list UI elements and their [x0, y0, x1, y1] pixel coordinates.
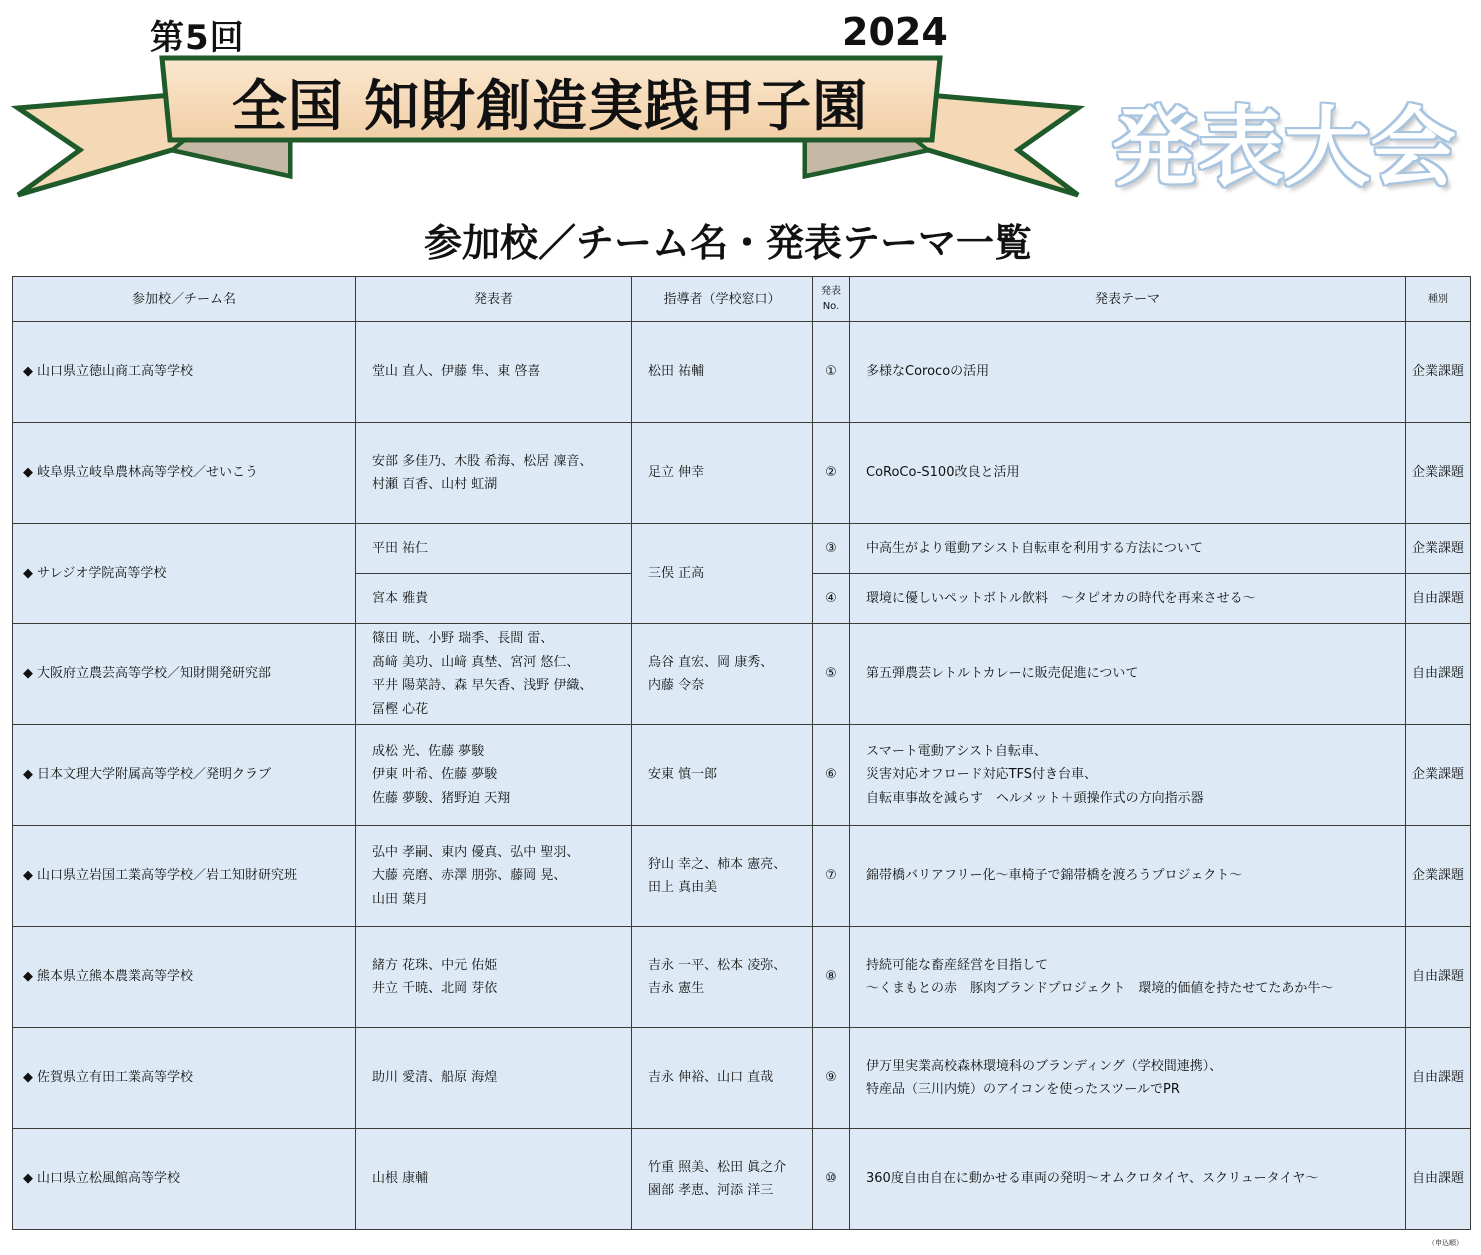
theme-cell: [850, 322, 1406, 423]
col-header-kind: 種別: [1406, 277, 1471, 322]
theme-cell: [850, 524, 1406, 574]
presenters-cell: [356, 624, 632, 725]
presenters-cell: [356, 1129, 632, 1230]
school-cell: [13, 725, 356, 826]
theme-cell: [850, 1129, 1406, 1230]
event-label: 発表大会: [1112, 98, 1456, 198]
advisor-line: 竹重 照美、松田 眞之介: [648, 1159, 787, 1175]
advisor-line: 吉永 一平、松本 凌弥、: [648, 957, 787, 973]
kind-cell: 自由課題: [1406, 1129, 1471, 1230]
presenter-line: 髙﨑 美功、山﨑 真埜、宮河 悠仁、: [372, 654, 580, 670]
presenter-line: 村瀬 百香、山村 虹湖: [372, 477, 498, 492]
presentation-number: ④: [813, 574, 850, 624]
school-name: 山口県立松風館高等学校: [37, 1171, 181, 1187]
school-cell: [13, 826, 356, 927]
theme-line: 持続可能な畜産経営を目指して: [866, 957, 1049, 973]
presentation-number: ①: [813, 322, 850, 423]
diamond-bullet-icon: ◆: [23, 767, 33, 783]
presenter-line: 成松 光、佐藤 夢駿: [372, 743, 485, 759]
table-body: [13, 322, 1471, 1230]
advisor-cell: [632, 322, 813, 423]
kind-cell: 自由課題: [1406, 624, 1471, 725]
presenters-cell: [356, 574, 632, 624]
presenters-cell: [356, 524, 632, 574]
advisor-cell: [632, 927, 813, 1028]
school-cell: [13, 423, 356, 524]
advisor-line: 園部 孝恵、河添 洋三: [648, 1183, 774, 1198]
school-name: 日本文理大学附属高等学校／発明クラブ: [37, 767, 272, 783]
col-header-no-line1: 発表: [821, 286, 841, 297]
school-cell: [13, 624, 356, 725]
school-cell: [13, 1028, 356, 1129]
theme-cell: [850, 927, 1406, 1028]
col-header-no: [813, 277, 850, 322]
presenters-cell: [356, 725, 632, 826]
year-label: 2024: [842, 10, 948, 54]
advisor-line: 狩山 幸之、柿本 憲亮、: [648, 856, 787, 872]
kind-cell: 企業課題: [1406, 423, 1471, 524]
theme-cell: [850, 1028, 1406, 1129]
presenter-line: 緒方 花珠、中元 佑姫: [372, 957, 498, 973]
theme-line: 360度自由自在に動かせる車両の発明～オムクロタイヤ、スクリュータイヤ～: [866, 1171, 1319, 1187]
presentation-number: ⑦: [813, 826, 850, 927]
presenters-cell: [356, 927, 632, 1028]
school-cell: [13, 524, 356, 624]
advisor-line: 烏谷 直宏、岡 康秀、: [648, 654, 774, 670]
kind-cell: 自由課題: [1406, 1028, 1471, 1129]
advisor-cell: [632, 1028, 813, 1129]
presentation-number: ⑧: [813, 927, 850, 1028]
presenter-line: 安部 多佳乃、木股 希海、松居 凜音、: [372, 453, 593, 469]
presenter-line: 平田 祐仁: [372, 540, 429, 556]
kind-cell: 企業課題: [1406, 322, 1471, 423]
table-row: [13, 927, 1471, 1028]
presenter-line: 井立 千暁、北岡 芽依: [372, 981, 498, 996]
participants-table: [12, 276, 1471, 1230]
theme-line: 多様なCorocoの活用: [866, 364, 990, 380]
advisor-cell: [632, 624, 813, 725]
table-row: [13, 1129, 1471, 1230]
diamond-bullet-icon: ◆: [23, 1070, 33, 1086]
col-header-presenters: 発表者: [356, 277, 632, 322]
theme-line: 特産品（三川内焼）のアイコンを使ったスツールでPR: [866, 1082, 1180, 1097]
advisor-line: 安東 慎一郎: [648, 767, 718, 783]
title-banner: [0, 0, 1100, 210]
advisor-line: 田上 真由美: [648, 880, 718, 895]
school-name: 大阪府立農芸高等学校／知財開発研究部: [37, 666, 272, 682]
advisor-cell: [632, 1129, 813, 1230]
advisor-cell: [632, 826, 813, 927]
theme-line: 中高生がより電動アシスト自転車を利用する方法について: [866, 540, 1203, 556]
advisor-line: 松田 祐輔: [648, 364, 705, 380]
presenter-line: 宮本 雅貴: [372, 590, 429, 606]
theme-cell: [850, 574, 1406, 624]
presenters-cell: [356, 1028, 632, 1129]
col-header-advisor: 指導者（学校窓口）: [632, 277, 813, 322]
kind-cell: 自由課題: [1406, 927, 1471, 1028]
theme-cell: [850, 423, 1406, 524]
presenter-line: 山田 葉月: [372, 891, 429, 907]
presenter-line: 大藤 亮磨、赤澤 朋弥、藤岡 晃、: [372, 868, 567, 884]
theme-line: 第五弾農芸レトルトカレーに販売促進について: [866, 666, 1139, 682]
kind-cell: 企業課題: [1406, 725, 1471, 826]
presenter-line: 篠田 晄、小野 瑞季、長間 雷、: [372, 631, 554, 646]
presenters-cell: [356, 826, 632, 927]
school-name: 山口県立徳山商工高等学校: [37, 364, 194, 380]
presentation-number: ⑩: [813, 1129, 850, 1230]
diamond-bullet-icon: ◆: [23, 465, 33, 481]
col-header-theme: 発表テーマ: [850, 277, 1406, 322]
table-row: [13, 423, 1471, 524]
diamond-bullet-icon: ◆: [23, 1171, 33, 1187]
school-cell: [13, 1129, 356, 1230]
diamond-bullet-icon: ◆: [23, 969, 33, 985]
school-name: 岐阜県立岐阜農林高等学校／せいこう: [37, 465, 259, 481]
presenters-cell: [356, 423, 632, 524]
edition-label: 第5回: [150, 18, 245, 58]
theme-cell: [850, 725, 1406, 826]
theme-cell: [850, 624, 1406, 725]
col-header-no-line2: No.: [822, 301, 840, 312]
theme-line: スマート電動アシスト自転車、: [866, 743, 1047, 759]
presentation-number: ⑤: [813, 624, 850, 725]
presentation-number: ③: [813, 524, 850, 574]
theme-line: 錦帯橋バリアフリー化～車椅子で錦帯橋を渡ろうプロジェクト～: [866, 868, 1243, 884]
advisor-line: 吉永 伸裕、山口 直哉: [648, 1070, 774, 1086]
table-header-row: [13, 277, 1471, 322]
theme-line: 伊万里実業高校森林環境科のブランディング（学校間連携）、: [866, 1058, 1223, 1074]
page-subtitle: 参加校／チーム名・発表テーマ一覧: [423, 221, 1032, 265]
presentation-number: ②: [813, 423, 850, 524]
school-name: 佐賀県立有田工業高等学校: [37, 1070, 194, 1086]
table-row: [13, 826, 1471, 927]
school-name: 山口県立岩国工業高等学校／岩工知財研究班: [37, 868, 298, 884]
theme-line: 環境に優しいペットボトル飲料 ～タピオカの時代を再来させる～: [866, 590, 1256, 606]
school-cell: [13, 322, 356, 423]
kind-cell: 企業課題: [1406, 826, 1471, 927]
presenter-line: 伊東 叶希、佐藤 夢駿: [372, 767, 498, 783]
advisor-line: 三俣 正高: [648, 565, 705, 581]
diamond-bullet-icon: ◆: [23, 868, 33, 884]
presentation-number: ⑥: [813, 725, 850, 826]
table-row: [13, 624, 1471, 725]
theme-line: CoRoCo-S100改良と活用: [866, 465, 1020, 481]
presenter-line: 佐藤 夢駿、猪野迫 天翔: [372, 790, 511, 806]
presentation-number: ⑨: [813, 1028, 850, 1129]
presenter-line: 弘中 孝嗣、東内 優真、弘中 聖羽、: [372, 844, 580, 860]
theme-line: 災害対応オフロード対応TFS付き台車、: [866, 767, 1098, 783]
col-header-school: 参加校／チーム名: [13, 277, 356, 322]
presenter-line: 助川 愛清、船原 海煌: [372, 1070, 498, 1086]
presenters-cell: [356, 322, 632, 423]
diamond-bullet-icon: ◆: [23, 364, 33, 380]
presenter-line: 山根 康輔: [372, 1171, 429, 1187]
kind-cell: 自由課題: [1406, 574, 1471, 624]
main-title: 全国 知財創造実践甲子園: [231, 74, 869, 138]
order-note: （申込順）: [1428, 1239, 1463, 1247]
school-name: サレジオ学院高等学校: [37, 565, 167, 581]
presenter-line: 堂山 直人、伊藤 隼、東 啓喜: [372, 364, 541, 380]
table-row: [13, 1028, 1471, 1129]
theme-line: ～くまもとの赤 豚肉ブランドプロジェクト 環境的価値を持たせてたあか牛～: [866, 981, 1334, 996]
advisor-line: 足立 伸幸: [648, 465, 705, 481]
school-cell: [13, 927, 356, 1028]
theme-line: 自転車事故を減らす ヘルメット＋頭操作式の方向指示器: [866, 790, 1204, 806]
advisor-line: 吉永 憲生: [648, 981, 705, 996]
school-name: 熊本県立熊本農業高等学校: [37, 969, 194, 985]
table-row: [13, 725, 1471, 826]
kind-cell: 企業課題: [1406, 524, 1471, 574]
table-row: [13, 524, 1471, 574]
presenter-line: 平井 陽菜詩、森 早矢香、浅野 伊織、: [372, 678, 593, 693]
advisor-cell: [632, 524, 813, 624]
theme-cell: [850, 826, 1406, 927]
advisor-line: 内藤 令奈: [648, 678, 705, 693]
advisor-cell: [632, 725, 813, 826]
diamond-bullet-icon: ◆: [23, 565, 33, 581]
table-row: [13, 322, 1471, 423]
advisor-cell: [632, 423, 813, 524]
diamond-bullet-icon: ◆: [23, 666, 33, 682]
presenter-line: 冨樫 心花: [372, 701, 429, 717]
